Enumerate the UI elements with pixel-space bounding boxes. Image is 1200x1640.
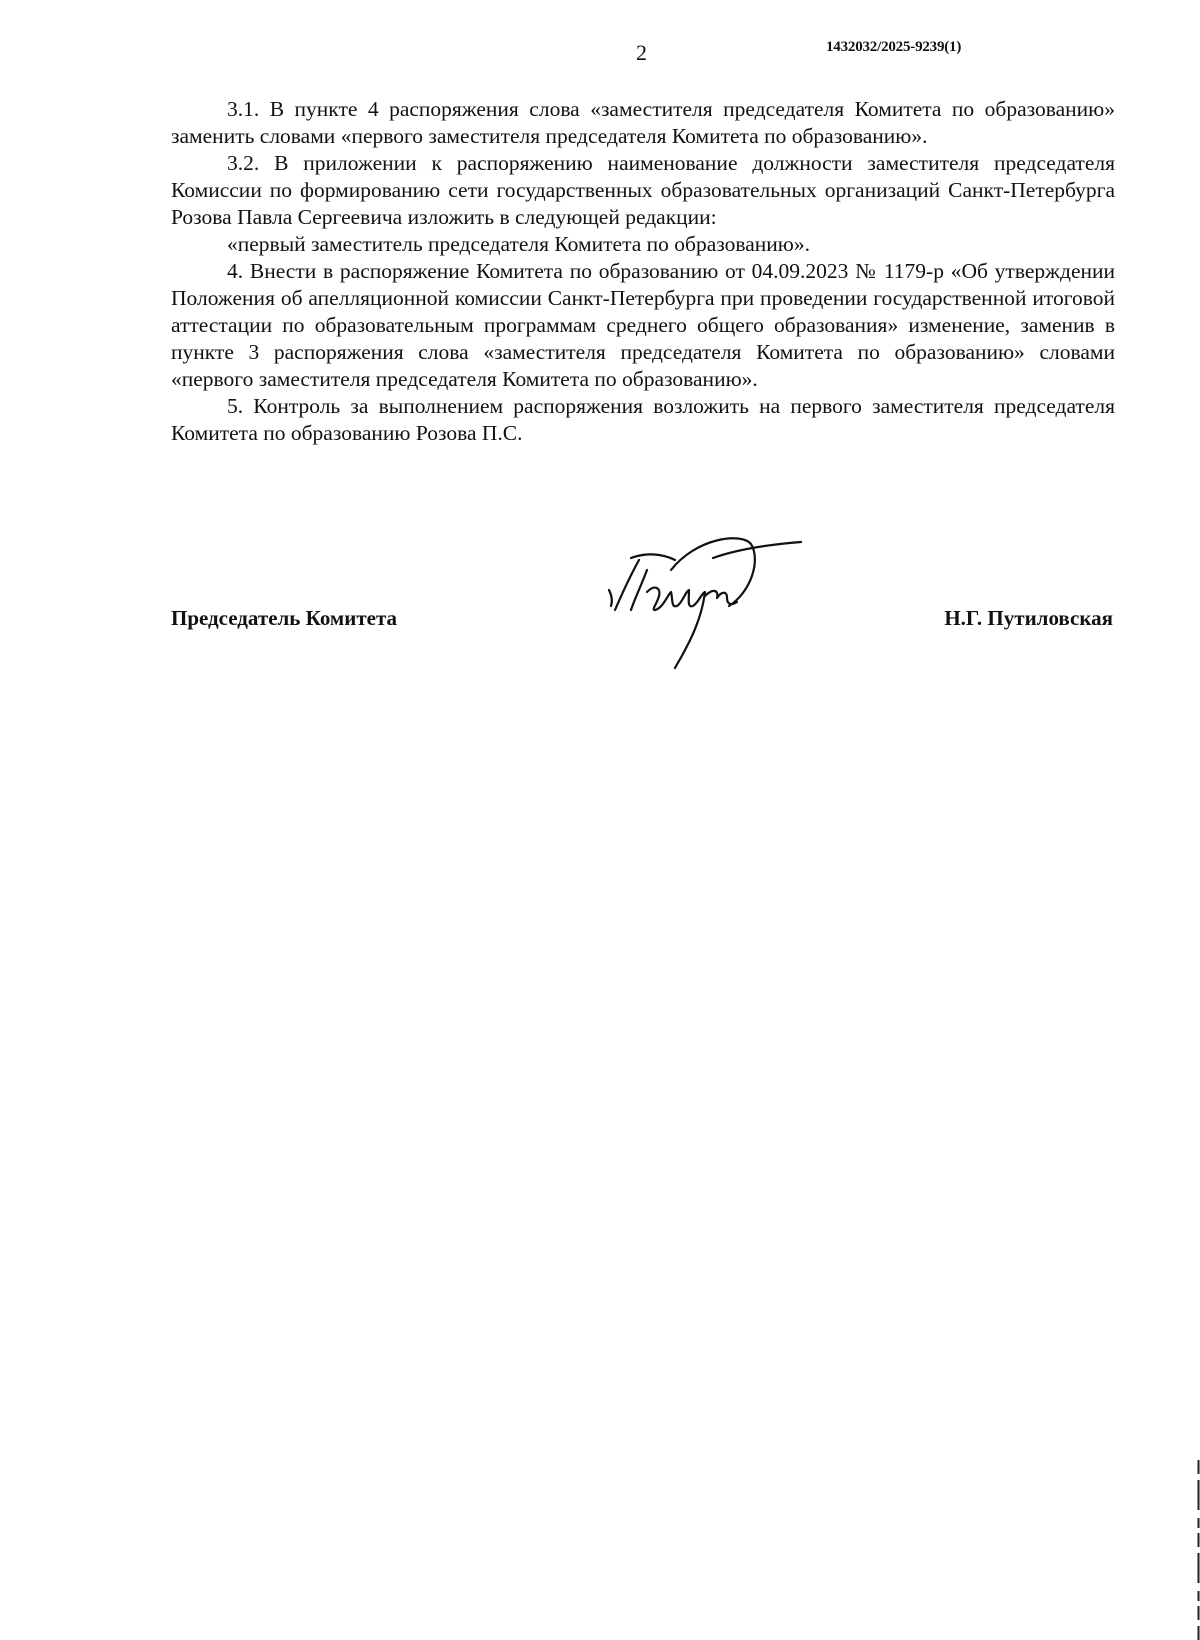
signature-block: [171, 530, 1115, 680]
handwritten-signature-icon: [601, 530, 811, 670]
signer-name: Н.Г. Путиловская: [944, 606, 1113, 630]
paragraph-3-1: 3.1. В пункте 4 распоряжения слова «заместителя председателя Комитета по образованию» заменить словами «первого заместителя председателя Комитета по образованию».: [171, 97, 1115, 148]
paragraph-3-2: 3.2. В приложении к распоряжению наименование должности заместителя председателя Комиссии по формированию сети государственных образовательных организаций Санкт-Петербурга Розова Павла Сергеевича изложить в следующей редакции:: [171, 151, 1115, 229]
page-number: 2: [636, 40, 647, 65]
document-body: [171, 96, 1115, 447]
paragraph-5: 5. Контроль за выполнением распоряжения возложить на первого заместителя председателя Комитета по образованию Розова П.С.: [171, 394, 1115, 445]
paragraph-quote: «первый заместитель председателя Комитета по образованию».: [227, 232, 810, 256]
paragraph-4: 4. Внести в распоряжение Комитета по образованию от 04.09.2023 № 1179-р «Об утверждении Положения об апелляционной комиссии Санкт-Петербурга при проведении государственной итоговой аттестации по образовательным программам среднего общего образования» изменение, заменив в пункте 3 распоряжения слова «заместителя председателя Комитета по образованию» словами «первого заместителя председателя Комитета по образованию».: [171, 259, 1115, 391]
document-id: 1432032/2025-9239(1): [826, 39, 962, 55]
signer-position: Председатель Комитета: [171, 606, 398, 630]
